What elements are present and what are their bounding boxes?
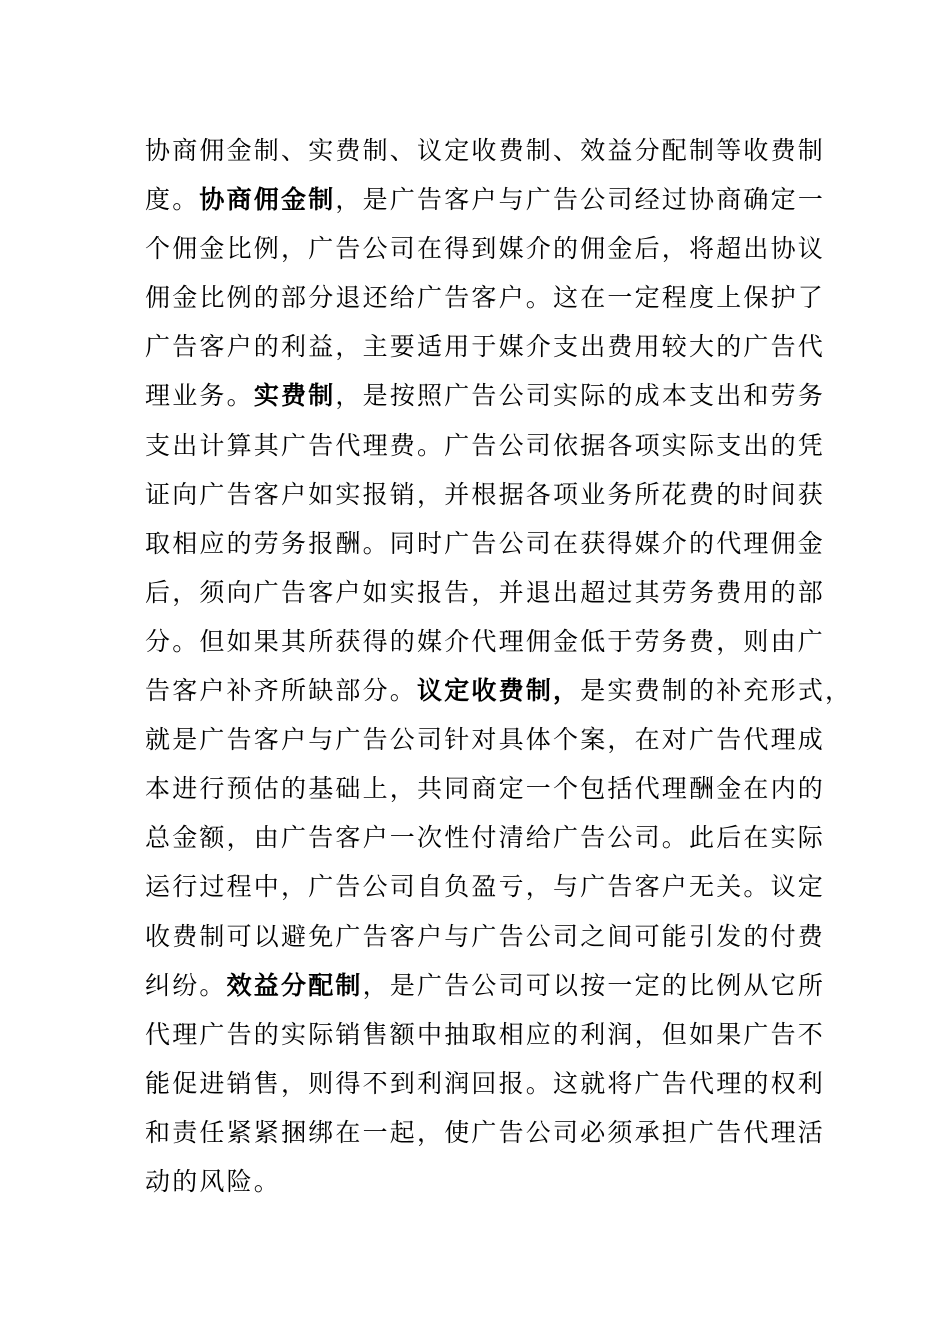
text-line (145, 912, 825, 961)
bold-term: 协商佣金制 (199, 185, 336, 215)
text-run: ，是广告客户与广告公司经过协商确定一 (335, 185, 826, 215)
text-run: ，是按照广告公司实际的成本支出和劳务 (335, 381, 826, 411)
text-run: 协商佣金制、实费制、议定收费制、效益分配制等收费制 (145, 136, 826, 165)
text-run: 动的风险。 (145, 1166, 282, 1196)
text-line (145, 568, 825, 617)
text-line (145, 764, 825, 813)
text-run: 运行过程中，广告公司自负盈亏，与广告客户无关。议定 (145, 872, 826, 902)
text-line (145, 1157, 825, 1206)
text-line (145, 862, 825, 911)
text-line (145, 470, 825, 519)
text-run: ，是广告公司可以按一定的比例从它所 (362, 970, 826, 1000)
text-line (145, 224, 825, 273)
text-run: 取相应的劳务报酬。同时广告公司在获得媒介的代理佣金 (145, 528, 826, 558)
text-line (145, 617, 825, 666)
text-run: 本进行预估的基础上，共同商定一个包括代理酬金在内的 (145, 774, 826, 804)
text-line (145, 715, 825, 764)
text-run: 就是广告客户与广告公司针对具体个案，在对广告代理成 (145, 725, 826, 755)
text-line (145, 813, 825, 862)
body-paragraph (145, 126, 853, 1206)
text-run: 纠纷。 (145, 970, 227, 1000)
text-line (145, 1108, 825, 1157)
text-run: 收费制可以避免广告客户与广告公司之间可能引发的付费 (145, 921, 826, 951)
text-line (145, 666, 853, 715)
bold-term: 效益分配制 (226, 970, 363, 1000)
text-line (145, 322, 825, 371)
text-run: 佣金比例的部分退还给广告客户。这在一定程度上保护了 (145, 283, 826, 313)
text-run: 总金额，由广告客户一次性付清给广告公司。此后在实际 (145, 823, 826, 853)
text-run: 代理广告的实际销售额中抽取相应的利润，但如果广告不 (145, 1019, 826, 1049)
text-run: 证向广告客户如实报销，并根据各项业务所花费的时间获 (145, 479, 826, 509)
text-run: 告客户补齐所缺部分。 (145, 676, 418, 706)
text-line (145, 519, 825, 568)
text-line (145, 371, 825, 420)
text-run: 后，须向广告客户如实报告，并退出超过其劳务费用的部 (145, 577, 826, 607)
text-run: 个佣金比例，广告公司在得到媒介的佣金后，将超出协议 (145, 234, 826, 264)
text-run: 广告客户的利益，主要适用于媒介支出费用较大的广告代 (145, 332, 826, 362)
text-line (145, 961, 825, 1010)
text-line (145, 175, 825, 224)
text-line (145, 126, 825, 175)
text-run: 分。但如果其所获得的媒介代理佣金低于劳务费，则由广 (145, 626, 826, 656)
text-run: 度。 (145, 185, 200, 215)
bold-term: 实费制 (253, 381, 336, 411)
text-run: 支出计算其广告代理费。广告公司依据各项实际支出的凭 (145, 430, 826, 460)
text-run: 理业务。 (145, 381, 254, 411)
text-line (145, 1010, 825, 1059)
text-run: 是实费制的补充形式， (580, 676, 853, 706)
text-line (145, 421, 825, 470)
text-run: 能促进销售，则得不到利润回报。这就将广告代理的权利 (145, 1068, 826, 1098)
text-line (145, 273, 825, 322)
bold-term: 议定收费制， (417, 676, 581, 706)
text-run: 和责任紧紧捆绑在一起，使广告公司必须承担广告代理活 (145, 1117, 826, 1147)
text-line (145, 1059, 825, 1108)
